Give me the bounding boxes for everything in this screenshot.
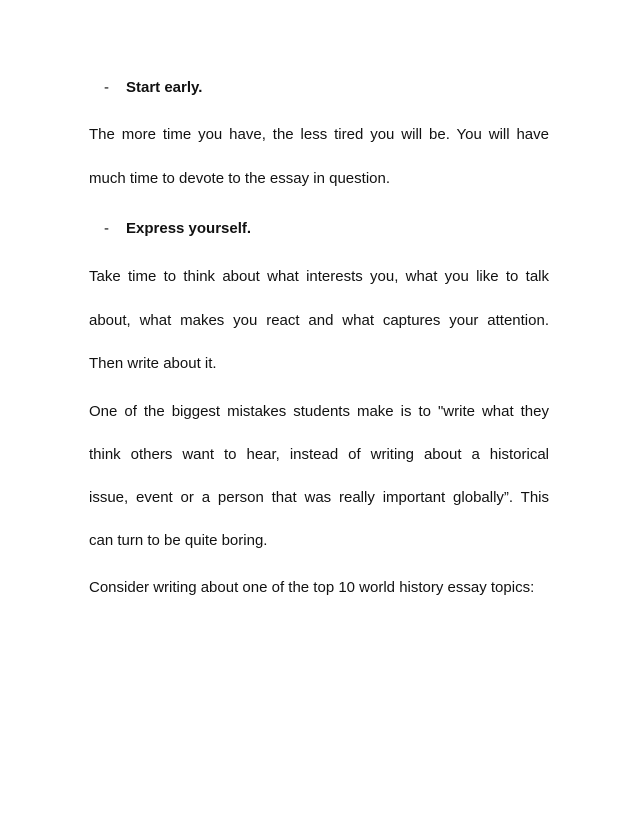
paragraph-line: issue, event or a person that was really important globally”. This	[89, 489, 549, 506]
bullet-start-early	[104, 78, 202, 98]
bullet-dash: -	[104, 79, 109, 96]
paragraph-line: Consider writing about one of the top 10 world history essay topics:	[89, 579, 535, 596]
paragraph-line: Then write about it.	[89, 355, 217, 372]
paragraph-line: think others want to hear, instead of writing about a historical	[89, 446, 549, 463]
paragraph-line: can turn to be quite boring.	[89, 532, 268, 549]
paragraph-line: The more time you have, the less tired you will be. You will have	[89, 126, 549, 143]
paragraph-line: about, what makes you react and what captures your attention.	[89, 312, 549, 329]
bullet-heading: Express yourself.	[126, 220, 252, 237]
bullet-dash: -	[104, 220, 109, 237]
paragraph-line: much time to devote to the essay in question.	[89, 170, 391, 187]
paragraph-line: One of the biggest mistakes students make is to "write what they	[89, 403, 549, 420]
paragraph-line: Take time to think about what interests you, what you like to talk	[89, 268, 549, 285]
bullet-express-yourself	[104, 219, 251, 239]
bullet-heading: Start early.	[126, 79, 203, 96]
